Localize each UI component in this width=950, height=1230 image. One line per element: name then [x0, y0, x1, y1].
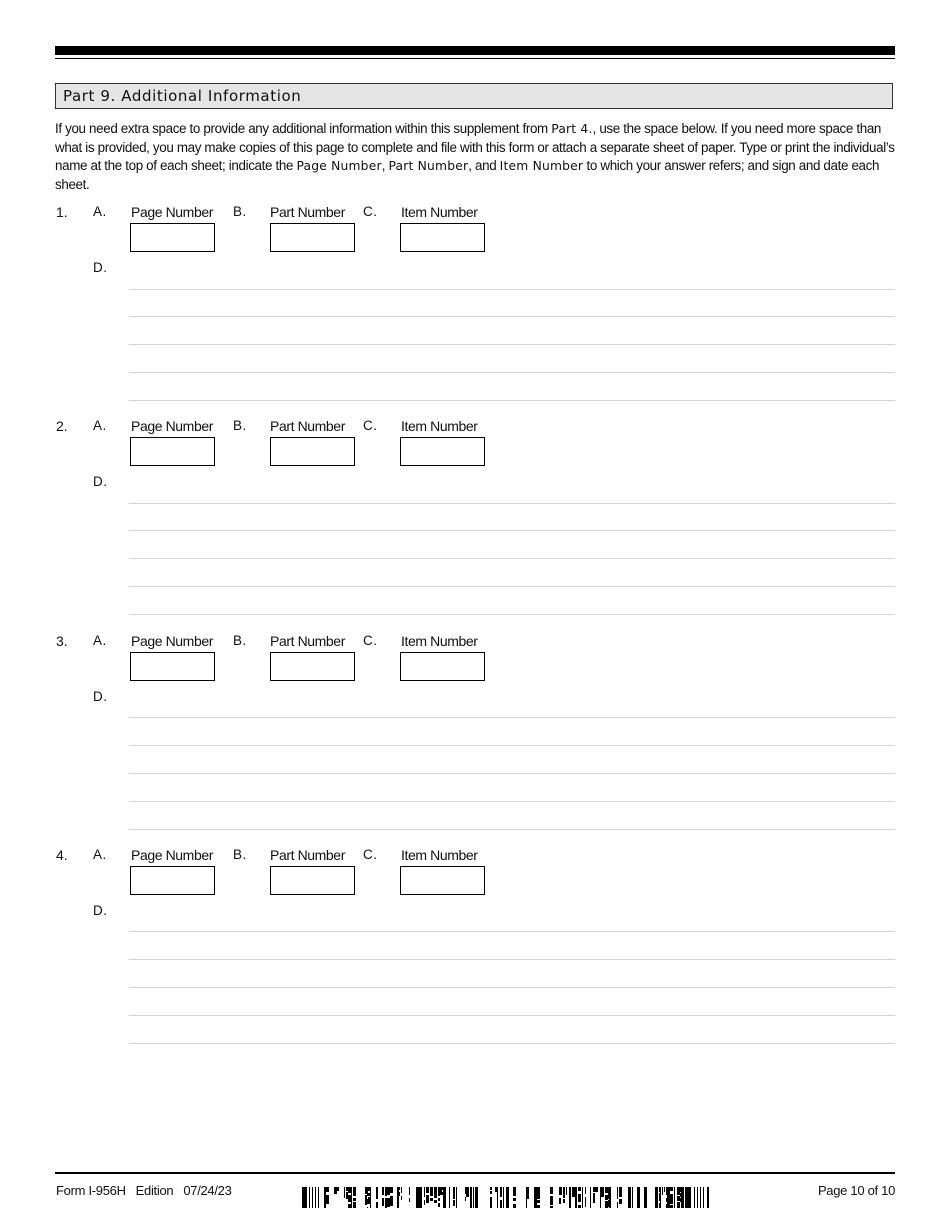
answer-line-3[interactable]: [129, 344, 895, 345]
edition-label: Edition: [135, 1183, 174, 1198]
label-a: A.: [93, 847, 107, 862]
answer-line-4[interactable]: [129, 372, 895, 373]
item-number-input[interactable]: [400, 437, 485, 466]
page-number: Page 10 of 10: [817, 1183, 895, 1198]
answer-line-3[interactable]: [129, 987, 895, 988]
answer-line-3[interactable]: [129, 773, 895, 774]
label-b: B.: [233, 633, 247, 648]
intro-text-1: If you need extra space to provide any additional information within this supplement from: [55, 121, 552, 136]
answer-line-3[interactable]: [129, 558, 895, 559]
page-number-input[interactable]: [130, 866, 215, 895]
label-b: B.: [233, 418, 247, 433]
item-number: 2.: [56, 418, 68, 434]
part-number-label: Part Number: [270, 847, 345, 863]
label-a: A.: [93, 204, 107, 219]
page-number-input[interactable]: [130, 223, 215, 252]
answer-line-2[interactable]: [129, 316, 895, 317]
page-number-label: Page Number: [131, 418, 213, 434]
intro-sep-1: ,: [381, 158, 389, 173]
intro-sep-2: , and: [468, 158, 500, 173]
page-number-input[interactable]: [130, 437, 215, 466]
page-number-input[interactable]: [130, 652, 215, 681]
answer-line-5[interactable]: [129, 829, 895, 830]
item-number-label: Item Number: [401, 418, 478, 434]
ref-part-4: Part 4.: [551, 122, 593, 136]
additional-info-item-3: [0, 633, 950, 833]
answer-line-2[interactable]: [129, 745, 895, 746]
answer-line-2[interactable]: [129, 959, 895, 960]
item-number: 4.: [56, 847, 68, 863]
label-b: B.: [233, 847, 247, 862]
item-number-label: Item Number: [401, 633, 478, 649]
page-number-label: Page Number: [131, 633, 213, 649]
label-c: C.: [363, 418, 378, 433]
label-c: C.: [363, 633, 378, 648]
top-rule-thin: [55, 58, 895, 59]
part-number-label: Part Number: [270, 204, 345, 220]
answer-line-5[interactable]: [129, 400, 895, 401]
label-d: D.: [93, 260, 108, 275]
footer-form-info: [56, 1183, 232, 1198]
answer-line-4[interactable]: [129, 1015, 895, 1016]
label-d: D.: [93, 474, 108, 489]
additional-info-item-4: [0, 847, 950, 1047]
label-b: B.: [233, 204, 247, 219]
intro-text-2: , use the space below. If you need more space than what is provided, you may make copies of this page to complete and file with this form or attach a separate sheet of paper. Type or print the individual’s name at the top of each sheet; indicate the: [55, 121, 895, 173]
item-number: 1.: [56, 204, 68, 220]
label-a: A.: [93, 418, 107, 433]
answer-line-1[interactable]: [129, 503, 895, 504]
label-d: D.: [93, 903, 108, 918]
answer-line-5[interactable]: [129, 614, 895, 615]
answer-line-1[interactable]: [129, 931, 895, 932]
answer-line-2[interactable]: [129, 530, 895, 531]
part-number-input[interactable]: [270, 652, 355, 681]
footer-rule: [55, 1172, 895, 1174]
item-number-input[interactable]: [400, 652, 485, 681]
barcode-image: [302, 1187, 711, 1208]
label-d: D.: [93, 689, 108, 704]
intro-instructions: [55, 120, 895, 194]
additional-info-item-1: [0, 204, 950, 404]
answer-line-4[interactable]: [129, 586, 895, 587]
ref-page-number: Page Number: [296, 159, 382, 173]
edition-date: 07/24/23: [183, 1183, 232, 1198]
label-c: C.: [363, 847, 378, 862]
item-number-label: Item Number: [401, 847, 478, 863]
item-number-label: Item Number: [401, 204, 478, 220]
intro-text-3: to which your answer refers; and sign and date each sheet.: [55, 158, 880, 192]
answer-line-1[interactable]: [129, 289, 895, 290]
part-number-input[interactable]: [270, 437, 355, 466]
additional-info-item-2: [0, 418, 950, 618]
part-number-input[interactable]: [270, 223, 355, 252]
page-number-label: Page Number: [131, 204, 213, 220]
item-number: 3.: [56, 633, 68, 649]
part-number-input[interactable]: [270, 866, 355, 895]
item-number-input[interactable]: [400, 866, 485, 895]
item-number-input[interactable]: [400, 223, 485, 252]
answer-line-4[interactable]: [129, 801, 895, 802]
page-number-label: Page Number: [131, 847, 213, 863]
answer-line-1[interactable]: [129, 717, 895, 718]
part-number-label: Part Number: [270, 418, 345, 434]
ref-part-number: Part Number: [388, 159, 469, 173]
answer-line-5[interactable]: [129, 1043, 895, 1044]
part-number-label: Part Number: [270, 633, 345, 649]
label-c: C.: [363, 204, 378, 219]
part-9-header: Part 9. Additional Information: [55, 83, 893, 109]
label-a: A.: [93, 633, 107, 648]
form-id: Form I-956H: [56, 1183, 126, 1198]
ref-item-number: Item Number: [499, 159, 584, 173]
top-rule-thick: [55, 46, 895, 55]
